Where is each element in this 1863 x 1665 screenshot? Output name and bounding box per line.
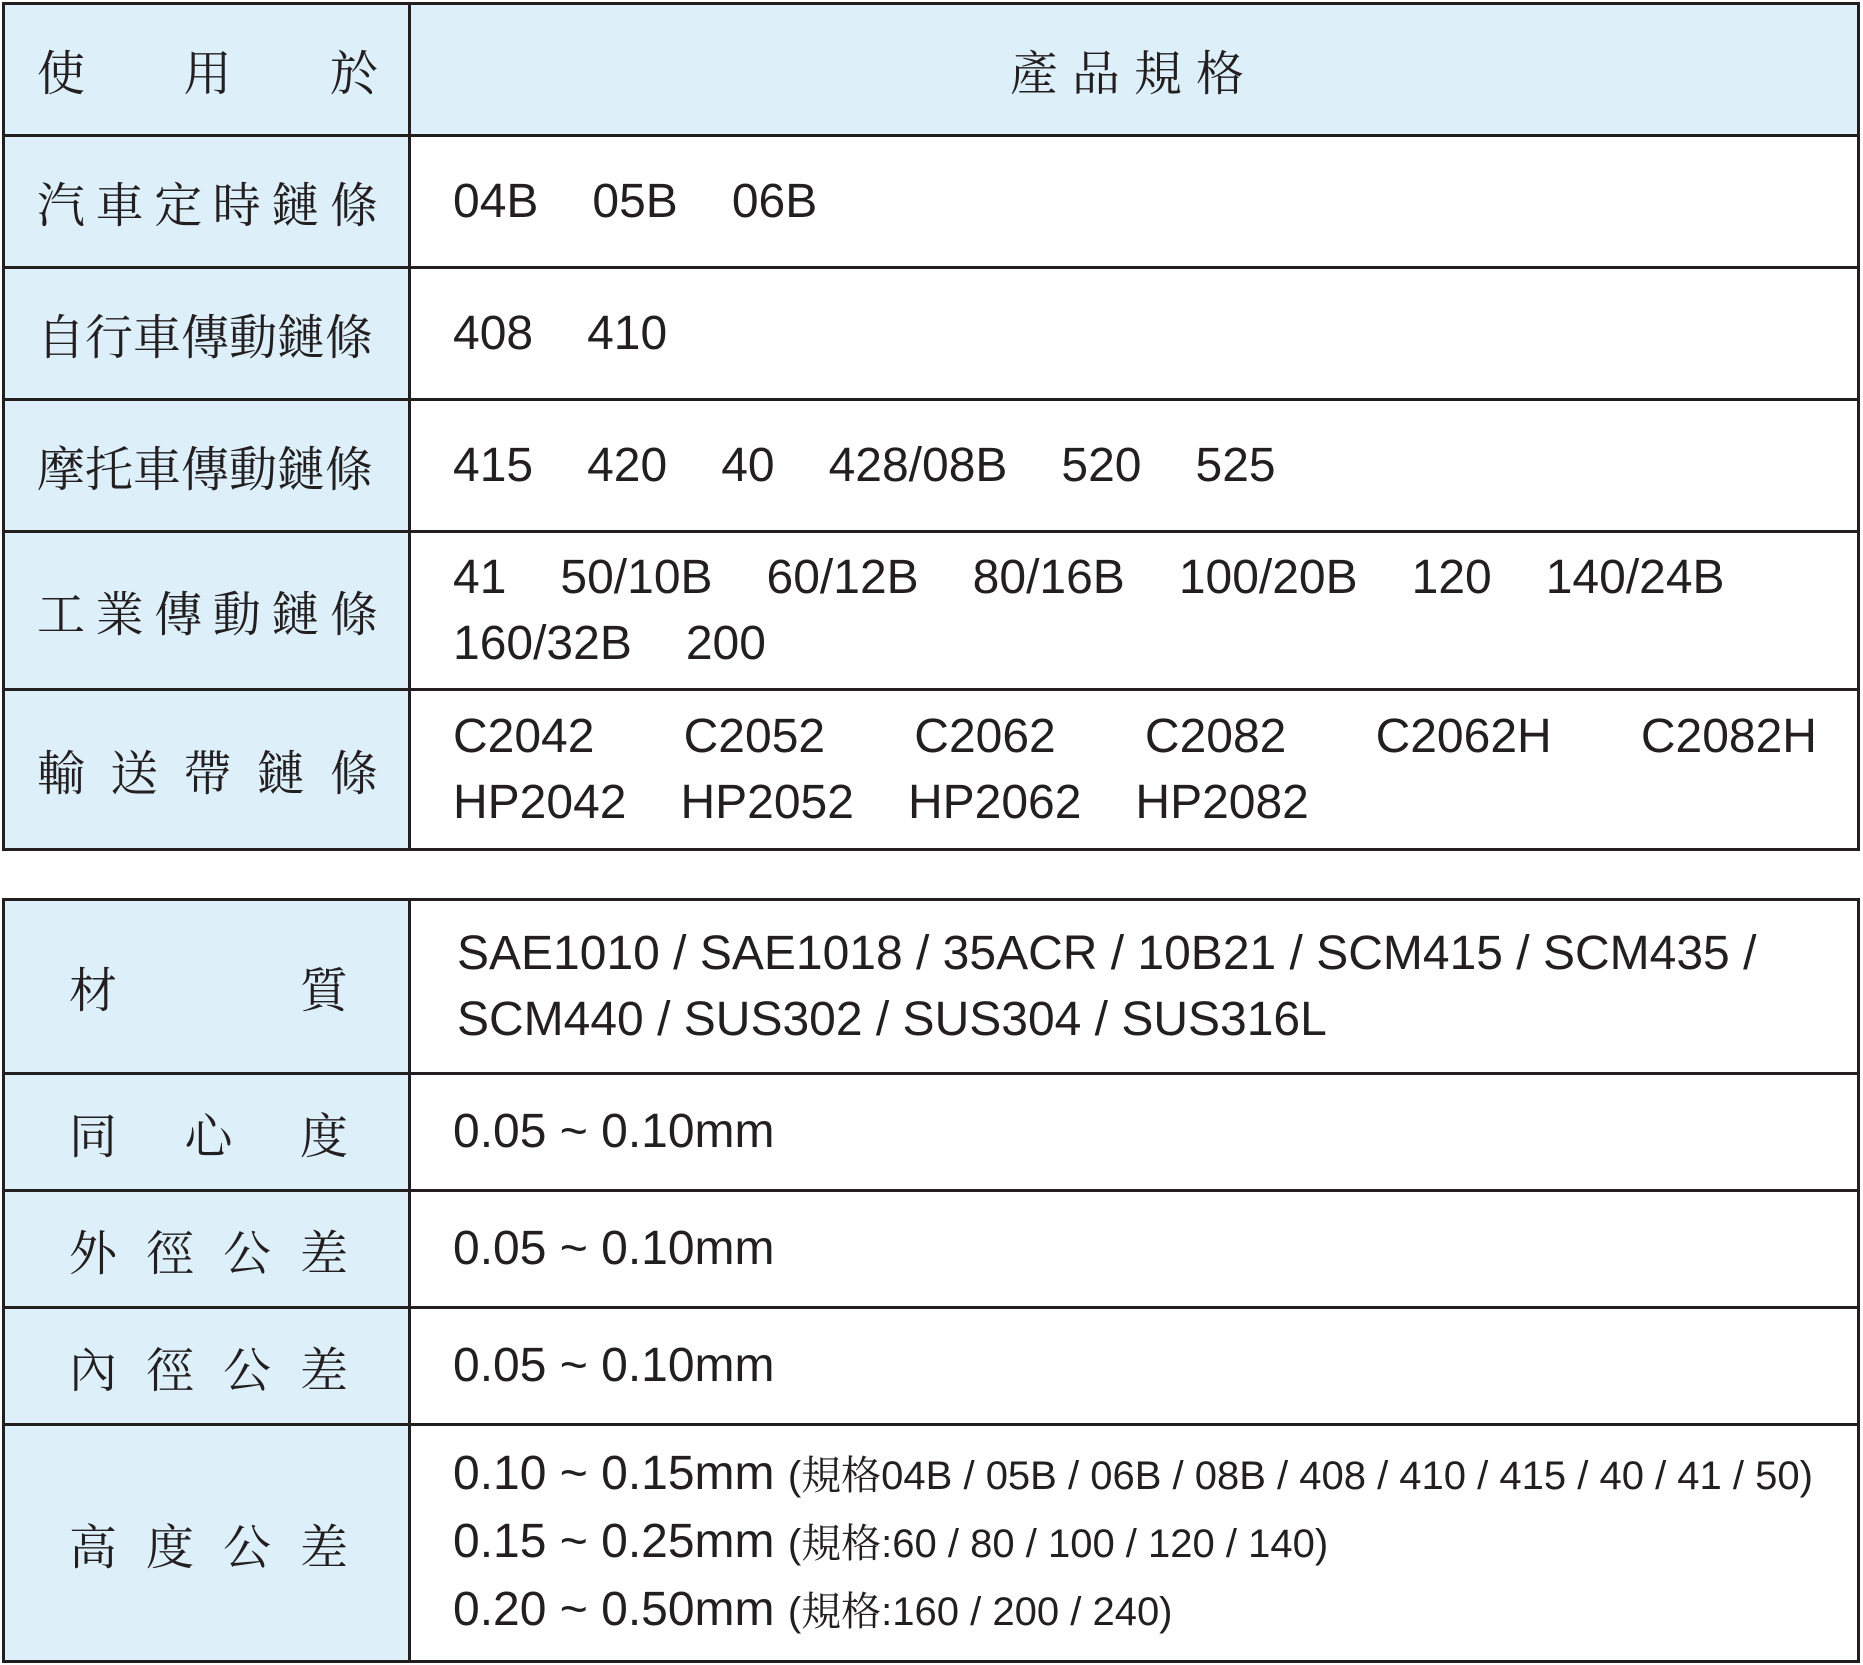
row-label	[4, 532, 410, 690]
label-char: 外	[69, 1227, 118, 1281]
material-line: SAE1010 / SAE1018 / 35ACR / 10B21 / SCM415 / SCM435 /	[457, 926, 1757, 980]
label-char: 差	[299, 1521, 348, 1575]
label-char: 鏈	[271, 589, 320, 642]
label-char: 鏈	[256, 748, 305, 801]
row-label	[4, 1191, 410, 1308]
table-row	[4, 1074, 1859, 1191]
spec-value: 80/16B	[972, 550, 1125, 604]
row-label	[4, 1308, 410, 1425]
row-label-text	[5, 735, 408, 804]
spec-value: 420	[587, 438, 668, 492]
spec-values	[410, 268, 1859, 400]
spec-header: 產品規格	[410, 4, 1859, 136]
height-tolerance-line	[453, 1509, 1857, 1577]
usage-header-text	[5, 35, 408, 104]
spec-line	[453, 545, 1857, 611]
spec-value: HP2042	[453, 775, 627, 829]
table-row	[4, 1308, 1859, 1425]
table-row	[4, 532, 1859, 690]
spec-value: C2052	[683, 709, 826, 763]
row-label	[4, 136, 410, 268]
tolerance-range: 0.15 ~ 0.25mm	[453, 1515, 775, 1568]
row-label-text	[5, 1098, 408, 1167]
usage-header-char-3: 於	[329, 48, 378, 101]
label-char: 公	[222, 1227, 271, 1281]
row-label-text: 摩托車傳動鏈條	[37, 444, 374, 497]
label-char: 條	[329, 180, 378, 233]
spec-values	[410, 400, 1859, 532]
spec-value: C2062H	[1375, 709, 1552, 763]
label-char: 材	[69, 965, 118, 1018]
row-label	[4, 1074, 410, 1191]
spec-line	[453, 770, 1857, 836]
usage-header	[4, 4, 410, 136]
table-row	[4, 1191, 1859, 1308]
tolerance-table	[2, 898, 1860, 1663]
tolerance-value: 0.05 ~ 0.10mm	[410, 1074, 1859, 1191]
spec-value: 160/32B	[453, 616, 632, 670]
spec-value: 520	[1061, 438, 1142, 492]
spec-value: 60/12B	[766, 550, 919, 604]
spec-value: 04B	[453, 174, 539, 228]
label-char: 條	[329, 589, 378, 642]
product-spec-table	[2, 2, 1860, 851]
height-tolerance-values	[410, 1425, 1859, 1662]
table-header-row	[4, 4, 1859, 136]
label-char: 度	[145, 1521, 194, 1575]
label-char: 工	[37, 589, 86, 642]
label-char: 定	[154, 180, 203, 233]
spec-values	[410, 532, 1859, 690]
spec-value: C2082	[1144, 709, 1287, 763]
spec-value: C2042	[453, 709, 595, 763]
usage-header-char-1: 使	[37, 48, 86, 101]
spec-value: C2062	[914, 709, 1056, 763]
spec-values	[410, 690, 1859, 850]
spec-value: 140/24B	[1545, 550, 1725, 604]
label-char: 公	[222, 1521, 271, 1575]
tolerance-value: 0.05 ~ 0.10mm	[410, 1308, 1859, 1425]
row-label	[4, 268, 410, 400]
row-label-text	[5, 1215, 408, 1284]
label-char: 動	[212, 589, 261, 642]
label-char: 條	[329, 748, 378, 801]
row-label	[4, 900, 410, 1074]
spec-value: C2082H	[1640, 709, 1817, 763]
row-label	[4, 690, 410, 850]
label-char: 心	[184, 1110, 233, 1164]
material-line: SCM440 / SUS302 / SUS304 / SUS316L	[457, 992, 1327, 1046]
spec-value: HP2062	[907, 775, 1082, 829]
spec-value: 410	[587, 306, 668, 360]
label-char: 帶	[183, 748, 232, 801]
spec-values	[410, 136, 1859, 268]
spec-value: 415	[453, 438, 534, 492]
table-row	[4, 900, 1859, 1074]
table-row	[4, 400, 1859, 532]
spec-value: 40	[721, 438, 775, 492]
label-char: 傳	[154, 589, 203, 642]
tolerance-range: 0.20 ~ 0.50mm	[453, 1583, 775, 1636]
label-char: 徑	[145, 1227, 194, 1281]
label-char: 鏈	[271, 180, 320, 233]
label-char: 同	[69, 1110, 118, 1164]
spec-value: 525	[1195, 438, 1276, 492]
height-tolerance-line	[453, 1441, 1857, 1509]
table-row	[4, 268, 1859, 400]
row-label-text: 自行車傳動鏈條	[37, 312, 374, 365]
height-tolerance-line	[453, 1577, 1857, 1645]
spec-value: 50/10B	[560, 550, 713, 604]
label-char: 度	[299, 1110, 348, 1164]
row-label-text	[5, 167, 408, 236]
spec-value: HP2052	[680, 775, 854, 829]
label-char: 公	[222, 1344, 271, 1398]
usage-header-char-2: 用	[183, 48, 232, 101]
spec-note: (規格:60 / 80 / 100 / 120 / 140)	[787, 1522, 1329, 1566]
row-label	[4, 1425, 410, 1662]
spec-line	[453, 704, 1857, 770]
label-char: 內	[69, 1344, 118, 1398]
label-char: 質	[299, 965, 348, 1018]
tolerance-value: 0.05 ~ 0.10mm	[410, 1191, 1859, 1308]
label-char: 車	[95, 180, 144, 233]
label-char: 汽	[37, 180, 86, 233]
label-char: 輸	[37, 748, 86, 801]
spec-value: HP2082	[1135, 775, 1309, 829]
spec-value: 428/08B	[828, 438, 1008, 492]
spec-note: (規格04B / 05B / 06B / 08B / 408 / 410 / 415 / 40 / 41 / 50)	[787, 1454, 1813, 1498]
table-row	[4, 690, 1859, 850]
label-char: 高	[69, 1521, 118, 1575]
spec-value: 41	[453, 550, 507, 604]
spec-value: 05B	[592, 174, 678, 228]
spec-value: 200	[685, 616, 766, 670]
row-label-text	[5, 1332, 408, 1401]
spec-note: (規格:160 / 200 / 240)	[787, 1590, 1173, 1634]
label-char: 送	[110, 748, 159, 801]
row-label-text	[5, 952, 408, 1021]
label-char: 時	[212, 180, 261, 233]
label-char: 差	[299, 1227, 348, 1281]
row-label-text	[5, 576, 408, 645]
label-char: 徑	[145, 1344, 194, 1398]
spec-value: 408	[453, 306, 534, 360]
spec-line	[453, 611, 1857, 677]
spec-value: 120	[1411, 550, 1492, 604]
label-char: 業	[95, 589, 144, 642]
label-char: 差	[299, 1344, 348, 1398]
spec-value: 06B	[731, 174, 818, 228]
spec-value: 100/20B	[1178, 550, 1358, 604]
row-label-text	[5, 1509, 408, 1578]
table-row	[4, 1425, 1859, 1662]
tolerance-range: 0.10 ~ 0.15mm	[453, 1447, 775, 1500]
row-label	[4, 400, 410, 532]
material-values	[410, 900, 1859, 1074]
table-row	[4, 136, 1859, 268]
